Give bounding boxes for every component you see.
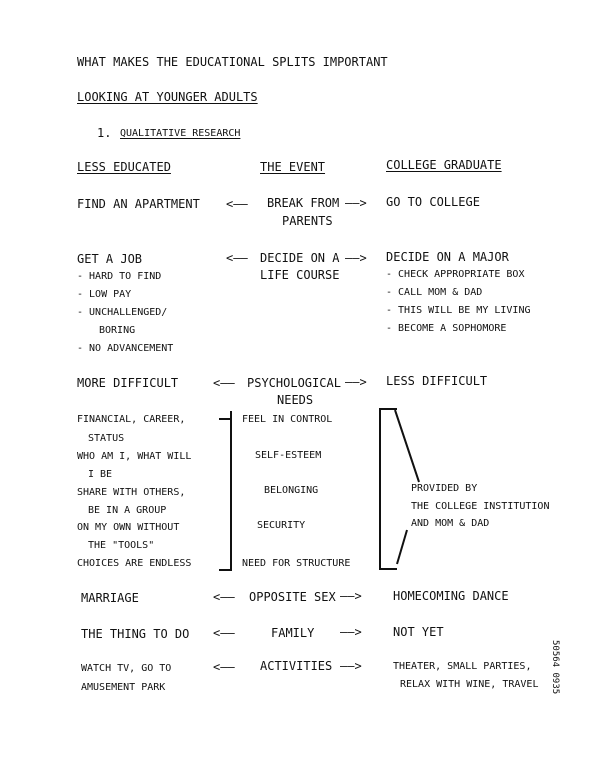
- left-bracket-top: [219, 418, 231, 420]
- provided-line: AND MOM & DAD: [411, 518, 490, 529]
- section-label: QUALITATIVE RESEARCH: [120, 128, 241, 139]
- arrow-right: ——>: [345, 196, 367, 210]
- column-header-less-educated: LESS EDUCATED: [77, 160, 171, 174]
- needs-left-item: FINANCIAL, CAREER,: [77, 414, 186, 425]
- arrow-right: ——>: [340, 625, 362, 639]
- psych-right: LESS DIFFICULT: [386, 374, 488, 388]
- section-number: 1.: [97, 126, 112, 140]
- marriage-right: HOMECOMING DANCE: [393, 589, 509, 603]
- break-left: FIND AN APARTMENT: [77, 197, 200, 211]
- life-right: DECIDE ON A MAJOR: [386, 250, 509, 264]
- document-stamp: 50564 0935: [550, 640, 560, 695]
- activities-right-2: RELAX WITH WINE, TRAVEL: [400, 679, 539, 690]
- column-header-event: THE EVENT: [260, 160, 326, 174]
- needs-mid-item: SELF-ESTEEM: [255, 450, 322, 461]
- family-right: NOT YET: [393, 625, 444, 639]
- life-left-item: - UNCHALLENGED/: [77, 307, 168, 318]
- life-left-item: - NO ADVANCEMENT: [77, 343, 174, 354]
- arrow-left: <——: [213, 376, 235, 390]
- activities-left-1: WATCH TV, GO TO: [81, 663, 172, 674]
- needs-mid-item: SECURITY: [257, 520, 306, 531]
- arrow-left: <——: [213, 626, 235, 640]
- life-event-1: DECIDE ON A: [260, 251, 340, 265]
- needs-left-item: SHARE WITH OTHERS,: [77, 487, 186, 498]
- psych-left: MORE DIFFICULT: [77, 376, 179, 390]
- provided-line: PROVIDED BY: [411, 483, 478, 494]
- arrow-left: <——: [213, 660, 235, 674]
- needs-left-item: BE IN A GROUP: [88, 505, 167, 516]
- life-event-2: LIFE COURSE: [260, 268, 340, 282]
- life-right-item: - BECOME A SOPHOMORE: [386, 323, 507, 334]
- needs-left-item: THE "TOOLS": [88, 540, 155, 551]
- left-bracket-bottom: [219, 569, 231, 571]
- needs-left-item: WHO AM I, WHAT WILL: [77, 451, 192, 462]
- needs-mid-item: NEED FOR STRUCTURE: [242, 558, 351, 569]
- life-left-item: - LOW PAY: [77, 289, 132, 300]
- marriage-left: MARRIAGE: [81, 591, 139, 605]
- activities-event: ACTIVITIES: [260, 659, 333, 673]
- break-event-1: BREAK FROM: [267, 196, 340, 210]
- life-left: GET A JOB: [77, 252, 143, 266]
- arrow-right: ——>: [345, 251, 367, 265]
- provided-line: THE COLLEGE INSTITUTION: [411, 501, 550, 512]
- needs-mid-item: BELONGING: [264, 485, 319, 496]
- family-event: FAMILY: [271, 626, 315, 640]
- arrow-left: <——: [226, 197, 248, 211]
- needs-mid-item: FEEL IN CONTROL: [242, 414, 333, 425]
- activities-left-2: AMUSEMENT PARK: [81, 682, 166, 693]
- left-bracket: [230, 411, 232, 571]
- psych-event-1: PSYCHOLOGICAL: [247, 376, 341, 390]
- activities-right-1: THEATER, SMALL PARTIES,: [393, 661, 532, 672]
- break-right: GO TO COLLEGE: [386, 195, 480, 209]
- marriage-event: OPPOSITE SEX: [249, 590, 336, 604]
- psych-event-2: NEEDS: [277, 393, 314, 407]
- needs-left-item: I BE: [88, 469, 113, 480]
- arrow-right: ——>: [340, 659, 362, 673]
- arrow-left: <——: [213, 590, 235, 604]
- arrow-left: <——: [226, 251, 248, 265]
- family-left: THE THING TO DO: [81, 627, 190, 641]
- life-right-item: - THIS WILL BE MY LIVING: [386, 305, 531, 316]
- break-event-2: PARENTS: [282, 214, 333, 228]
- life-right-item: - CALL MOM & DAD: [386, 287, 483, 298]
- life-left-item: - HARD TO FIND: [77, 271, 162, 282]
- arrow-right: ——>: [340, 589, 362, 603]
- life-left-item: BORING: [99, 325, 136, 336]
- column-header-college-graduate: COLLEGE GRADUATE: [386, 158, 502, 172]
- life-right-item: - CHECK APPROPRIATE BOX: [386, 269, 525, 280]
- needs-left-item: CHOICES ARE ENDLESS: [77, 558, 192, 569]
- needs-left-item: STATUS: [88, 433, 125, 444]
- needs-left-item: ON MY OWN WITHOUT: [77, 522, 180, 533]
- right-bracket: [379, 408, 381, 570]
- arrow-right: ——>: [345, 375, 367, 389]
- document-title: WHAT MAKES THE EDUCATIONAL SPLITS IMPORTANT: [77, 55, 388, 69]
- document-subtitle: LOOKING AT YOUNGER ADULTS: [77, 90, 258, 104]
